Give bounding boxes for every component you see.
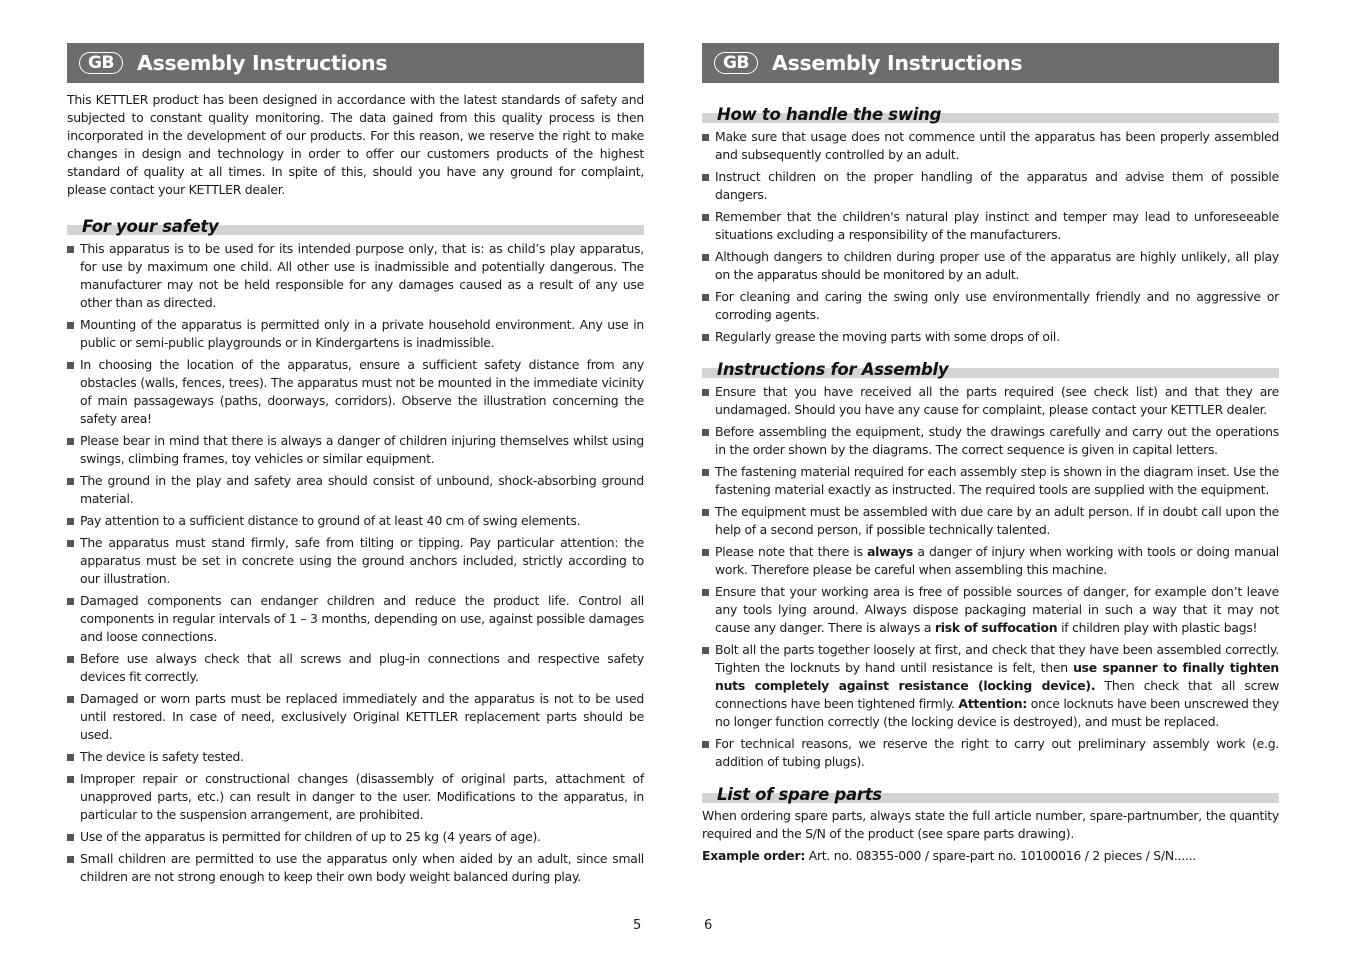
left-page-title: Assembly Instructions <box>137 51 388 75</box>
list-item: Ensure that your working area is free of possible sources of danger, for example don’t leave any tools lying around. Always dispose packaging material in such a way that it may not cause any danger. There is always a risk of suffocation if children play with plastic bags! <box>702 583 1279 637</box>
list-item: The equipment must be assembled with due care by an adult person. If in doubt call upon the help of a second person, if possible technically talented. <box>702 503 1279 539</box>
left-header <box>67 43 644 83</box>
list-item: For cleaning and caring the swing only use environmentally friendly and no aggressive or corroding agents. <box>702 288 1279 324</box>
right-header <box>702 43 1279 83</box>
swing-list <box>702 128 1279 346</box>
list-item: Please note that there is always a danger of injury when working with tools or doing manual work. Therefore please be careful when assembling this machine. <box>702 543 1279 579</box>
list-item: For technical reasons, we reserve the right to carry out preliminary assembly work (e.g. addition of tubing plugs). <box>702 735 1279 771</box>
list-item: The fastening material required for each assembly step is shown in the diagram inset. Use the fastening material exactly as instructed. The required tools are supplied with the equipment. <box>702 463 1279 499</box>
page-number-left: 5 <box>633 918 642 933</box>
list-item: In choosing the location of the apparatus, ensure a sufficient safety distance from any obstacles (walls, fences, trees). The apparatus must not be mounted in the immediate vicinity of main passageways (paths, doorways, corridors). Observe the illustration concerning the safety area! <box>67 356 644 428</box>
right-page <box>702 43 1279 865</box>
example-order-label: Example order: <box>702 848 806 863</box>
list-item: Use of the apparatus is permitted for children of up to 25 kg (4 years of age). <box>67 828 644 846</box>
list-item: The apparatus must stand firmly, safe from tilting or tipping. Pay particular attention: the apparatus must be set in concrete using the ground anchors included, strictly according to our illustration. <box>67 534 644 588</box>
gb-language-badge: GB <box>714 52 758 74</box>
list-item: Small children are permitted to use the apparatus only when aided by an adult, since small children are not strong enough to keep their own body weight balanced during play. <box>67 850 644 886</box>
list-item: Bolt all the parts together loosely at first, and check that they have been assembled correctly. Tighten the locknuts by hand until resistance is felt, then use spanner to finally tighten nuts completely against resistance (locking device). Then check that all screw connections have been tightened firmly. Attention: once locknuts have been unscrewed they no longer function correctly (the locking device is destroyed), and must be replaced. <box>702 641 1279 731</box>
list-item: Damaged or worn parts must be replaced immediately and the apparatus is not to be used until restored. In case of need, exclusively Original KETTLER replacement parts should be used. <box>67 690 644 744</box>
list-item: Mounting of the apparatus is permitted only in a private household environment. Any use in public or semi-public playgrounds or in Kindergartens is inadmissible. <box>67 316 644 352</box>
example-order-text: Art. no. 08355-000 / spare-part no. 10100016 / 2 pieces / S/N...... <box>805 848 1196 863</box>
spare-parts-title: List of spare parts <box>717 785 882 804</box>
list-item: Ensure that you have received all the parts required (see check list) and that they are undamaged. Should you have any cause for complaint, please contact your KETTLER dealer. <box>702 383 1279 419</box>
safety-list <box>67 240 644 886</box>
list-item: Please bear in mind that there is always a danger of children injuring themselves whilst using swings, climbing frames, toy vehicles or similar equipment. <box>67 432 644 468</box>
safety-title: For your safety <box>82 217 219 236</box>
list-item: Remember that the children's natural play instinct and temper may lead to unforeseeable situations excluding a responsibility of the manufacturers. <box>702 208 1279 244</box>
spare-parts-section-heading <box>702 781 1279 805</box>
list-item: Before use always check that all screws and plug-in connections and respective safety devices fit correctly. <box>67 650 644 686</box>
list-item: Although dangers to children during proper use of the apparatus are highly unlikely, all play on the apparatus should be monitored by an adult. <box>702 248 1279 284</box>
example-order <box>702 847 1279 865</box>
assembly-section-heading <box>702 356 1279 380</box>
left-page <box>67 43 644 890</box>
list-item: Pay attention to a sufficient distance to ground of at least 40 cm of swing elements. <box>67 512 644 530</box>
list-item: Regularly grease the moving parts with some drops of oil. <box>702 328 1279 346</box>
swing-section-heading <box>702 101 1279 125</box>
intro-paragraph: This KETTLER product has been designed in accordance with the latest standards of safety and subjected to constant quality monitoring. The data gained from this quality process is then incorporated in the development of our products. For this reason, we reserve the right to make changes in design and technology in order to offer our customers products of the highest standard of quality at all times. In spite of this, should you have any ground for complaint, please contact your KETTLER dealer. <box>67 92 644 197</box>
assembly-list <box>702 383 1279 771</box>
list-item: This apparatus is to be used for its intended purpose only, that is: as child’s play apparatus, for use by maximum one child. All other use is inadmissible and potentially dangerous. The manufacturer may not be held responsible for any damages caused as a result of any use other than as directed. <box>67 240 644 312</box>
list-item: Make sure that usage does not commence until the apparatus has been properly assembled and subsequently controlled by an adult. <box>702 128 1279 164</box>
assembly-title: Instructions for Assembly <box>717 360 949 379</box>
list-item: Before assembling the equipment, study the drawings carefully and carry out the operations in the order shown by the diagrams. The correct sequence is given in capital letters. <box>702 423 1279 459</box>
list-item: The device is safety tested. <box>67 748 644 766</box>
page-number-right: 6 <box>704 918 713 933</box>
safety-section-heading <box>67 213 644 237</box>
list-item: Damaged components can endanger children and reduce the product life. Control all components in regular intervals of 1 – 3 months, depending on use, against possible damages and loose connections. <box>67 592 644 646</box>
swing-title: How to handle the swing <box>717 105 942 124</box>
list-item: The ground in the play and safety area should consist of unbound, shock-absorbing ground material. <box>67 472 644 508</box>
list-item: Instruct children on the proper handling of the apparatus and advise them of possible dangers. <box>702 168 1279 204</box>
spare-parts-paragraph: When ordering spare parts, always state the full article number, spare-partnumber, the quantity required and the S/N of the product (see spare parts drawing). <box>702 808 1279 841</box>
list-item: Improper repair or constructional changes (disassembly of original parts, attachment of unapproved parts, etc.) can result in danger to the user. Modifications to the apparatus, in particular to the suspension arrangement, are prohibited. <box>67 770 644 824</box>
gb-language-badge: GB <box>79 52 123 74</box>
right-page-title: Assembly Instructions <box>772 51 1023 75</box>
